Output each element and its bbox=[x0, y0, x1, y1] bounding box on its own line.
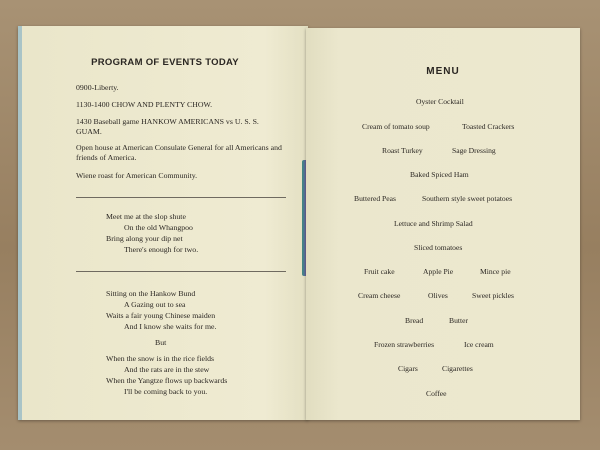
event-wiene-roast: Wiene roast for American Community. bbox=[76, 171, 198, 180]
poem-line: When the Yangtze flows up backwards bbox=[106, 376, 228, 385]
poem-line: There's enough for two. bbox=[124, 245, 199, 254]
program-page bbox=[18, 26, 308, 420]
poem-line: On the old Whangpoo bbox=[124, 223, 193, 232]
menu-item: Toasted Crackers bbox=[462, 122, 515, 131]
menu-item: Southern style sweet potatoes bbox=[422, 194, 513, 203]
menu-item: Roast Turkey bbox=[382, 146, 423, 155]
poem-line: A Gazing out to sea bbox=[124, 300, 186, 309]
event-baseball: 1430 Baseball game HANKOW AMERICANS vs U. S. S. GUAM. bbox=[76, 117, 259, 136]
menu-item: Ice cream bbox=[464, 340, 494, 349]
menu-item: Cream of tomato soup bbox=[362, 122, 430, 131]
menu-heading: MENU bbox=[426, 66, 460, 77]
menu-item: Oyster Cocktail bbox=[416, 97, 464, 106]
divider-1 bbox=[76, 197, 286, 198]
poem-line: Sitting on the Hankow Bund bbox=[106, 289, 196, 298]
event-chow: 1130-1400 CHOW AND PLENTY CHOW. bbox=[76, 100, 213, 109]
menu-item: Fruit cake bbox=[364, 267, 395, 276]
menu-item: Cigarettes bbox=[442, 364, 473, 373]
menu-item: Coffee bbox=[426, 389, 447, 398]
event-open-house: Open house at American Consulate General for all Americans and friends of America. bbox=[76, 143, 282, 162]
menu-item: Sliced tomatoes bbox=[414, 243, 463, 252]
menu-item: Butter bbox=[449, 316, 468, 325]
poem-line: When the snow is in the rice fields bbox=[106, 354, 215, 363]
divider-2 bbox=[76, 271, 286, 272]
poem-line: Meet me at the slop shute bbox=[106, 212, 186, 221]
menu-item: Frozen strawberries bbox=[374, 340, 435, 349]
menu-item: Baked Spiced Ham bbox=[410, 170, 469, 179]
menu-item: Bread bbox=[405, 316, 424, 325]
poem-line: Waits a fair young Chinese maiden bbox=[106, 311, 216, 320]
menu-item: Lettuce and Shrimp Salad bbox=[394, 219, 473, 228]
menu-item: Buttered Peas bbox=[354, 194, 396, 203]
program-heading: PROGRAM OF EVENTS TODAY bbox=[91, 57, 239, 68]
poem-line: And I know she waits for me. bbox=[124, 322, 217, 331]
menu-page bbox=[306, 28, 580, 420]
poem-line: And the rats are in the stew bbox=[124, 365, 210, 374]
event-liberty: 0900-Liberty. bbox=[76, 83, 119, 92]
menu-item: Sage Dressing bbox=[452, 146, 496, 155]
menu-item: Cream cheese bbox=[358, 291, 401, 300]
menu-item: Olives bbox=[428, 291, 448, 300]
menu-item: Cigars bbox=[398, 364, 418, 373]
menu-item: Apple Pie bbox=[423, 267, 454, 276]
poem-line: I'll be coming back to you. bbox=[124, 387, 208, 396]
menu-item: Sweet pickles bbox=[472, 291, 514, 300]
menu-item: Mince pie bbox=[480, 267, 511, 276]
poem-line: Bring along your dip net bbox=[106, 234, 183, 243]
poem-line: But bbox=[155, 338, 167, 347]
